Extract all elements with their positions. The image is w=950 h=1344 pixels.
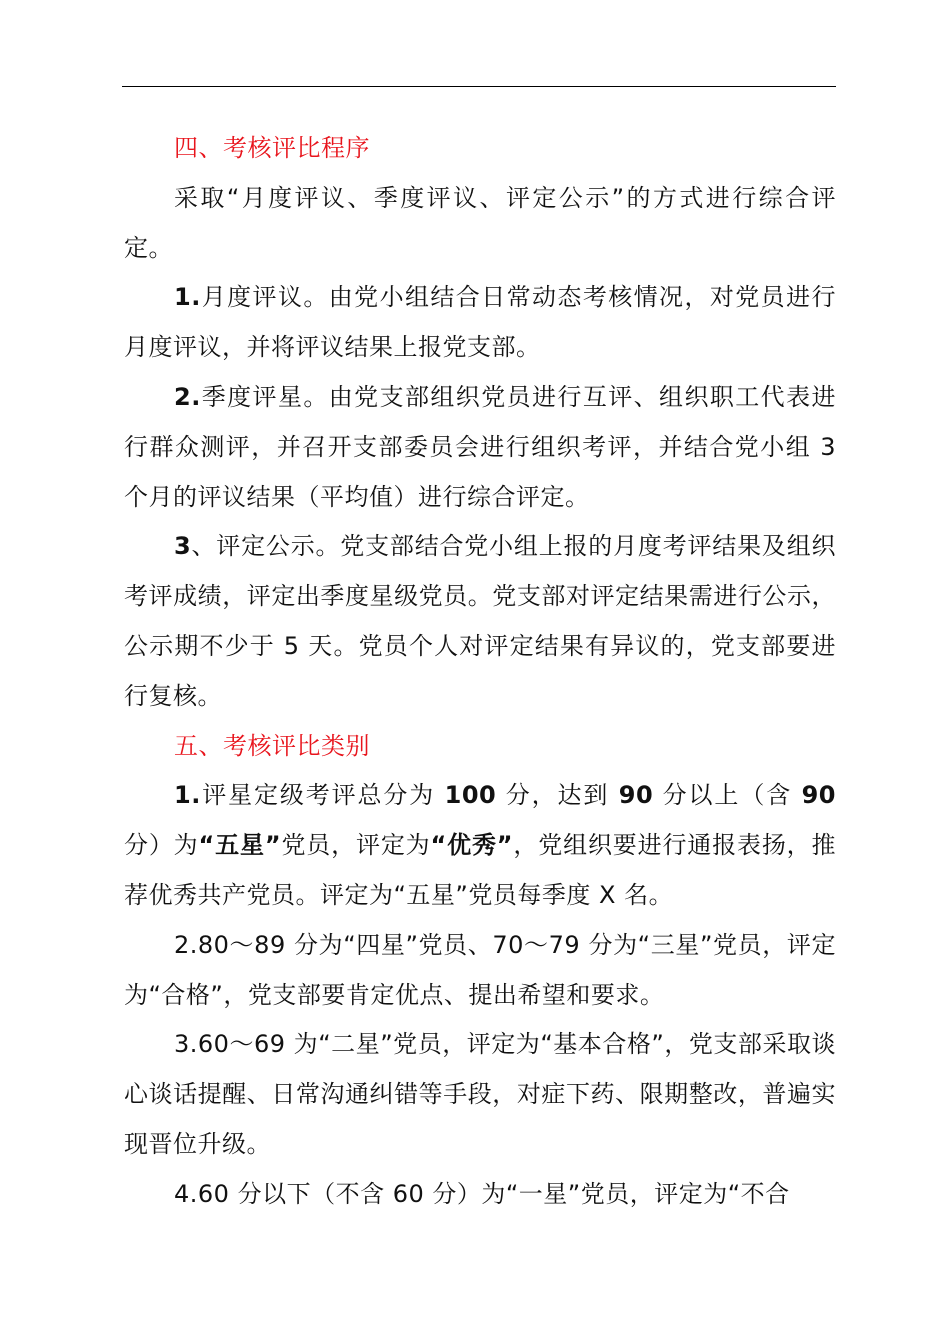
item-text: ，党组织要进行通报表扬，推荐优秀共产党员。评定为“五星”党员每季度 X 名。 <box>124 831 837 909</box>
section-4-item-2 <box>124 373 836 522</box>
item-text: 分，达到 <box>496 781 619 810</box>
item-number: 1. <box>174 283 201 312</box>
section-5-item-2: 2.80～89 分为“四星”党员、70～79 分为“三星”党员，评定为“合格”，党支部要肯定优点、提出希望和要求。 <box>124 930 836 1009</box>
item-text: 月度评议。由党小组结合日常动态考核情况，对党员进行月度评议，并将评议结果上报党支部。 <box>124 283 836 362</box>
item-number: 1. <box>174 781 201 810</box>
item-number: 2. <box>174 382 201 411</box>
threshold-score: 90 <box>618 781 654 810</box>
document-body <box>124 124 836 1220</box>
section-5-item-3: 3.60～69 为“二星”党员，评定为“基本合格”，党支部采取谈心谈话提醒、日常沟通纠错等手段，对症下药、限期整改，普遍实现晋位升级。 <box>124 1030 836 1158</box>
header-rule <box>122 86 836 87</box>
item-number: 3 <box>174 532 192 561</box>
star-label: “五星” <box>198 831 282 860</box>
total-score: 100 <box>444 781 497 810</box>
item-text: 评星定级考评总分为 <box>200 781 445 810</box>
item-text: 党员，评定为 <box>281 831 431 860</box>
item-text: 分）为 <box>124 831 199 860</box>
rating-label: “优秀” <box>430 831 514 860</box>
item-text: 、评定公示。党支部结合党小组上报的月度考评结果及组织考评成绩，评定出季度星级党员。党支部对评定结果需进行公示，公示期不少于 5 天。党员个人对评定结果有异议的，党支部要进行复核。 <box>124 532 836 710</box>
section-5-item-1 <box>124 771 836 920</box>
section-5-heading: 五、考核评比类别 <box>174 731 370 760</box>
item-text: 季度评星。由党支部组织党员进行互评、组织职工代表进行群众测评，并召开支部委员会进行组织考评，并结合党小组 3 个月的评议结果（平均值）进行综合评定。 <box>124 382 836 511</box>
item-text: 分以上（含 <box>653 781 802 810</box>
section-4-item-3 <box>124 522 836 721</box>
section-4-intro: 采取“月度评议、季度评议、评定公示”的方式进行综合评定。 <box>124 183 836 262</box>
section-4-item-1 <box>124 273 836 373</box>
section-4-heading: 四、考核评比程序 <box>174 134 370 162</box>
threshold-score: 90 <box>801 781 836 810</box>
section-5-item-4: 4.60 分以下（不含 60 分）为“一星”党员，评定为“不合 <box>174 1179 790 1208</box>
